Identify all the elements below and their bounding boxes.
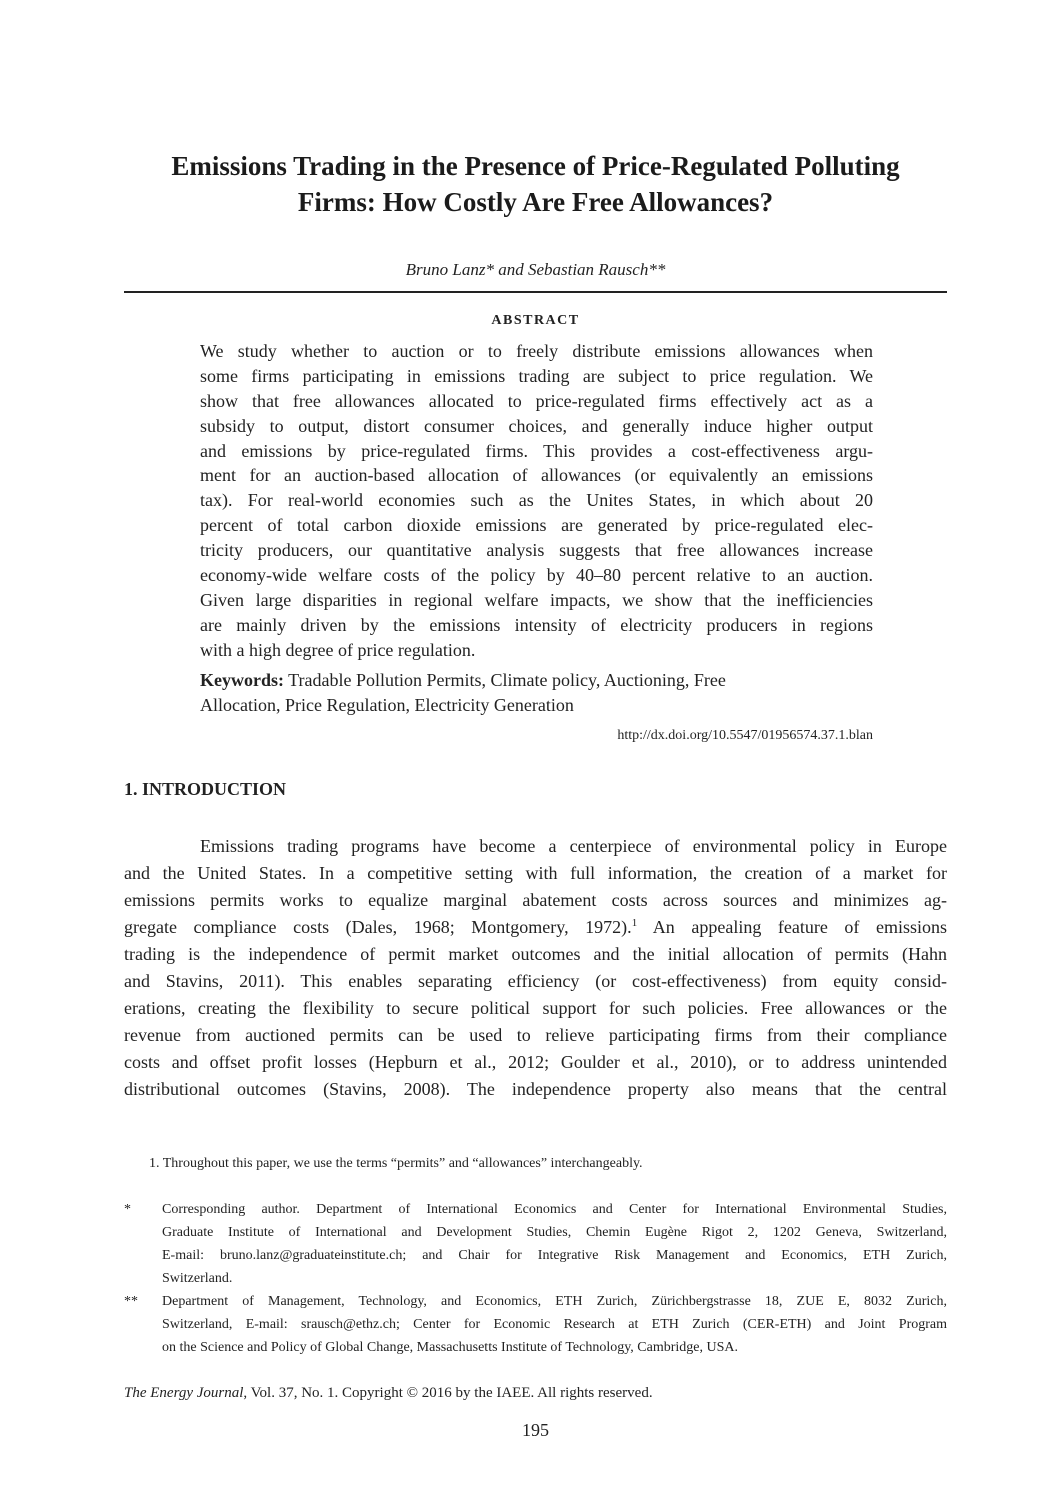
abstract-line: with a high degree of price regulation. — [200, 639, 476, 660]
body-line-tail: An appealing feature of emissions — [637, 917, 948, 937]
introduction-text — [124, 833, 947, 1103]
page-number: 195 — [522, 1420, 549, 1440]
affiliation-line: E-mail: bruno.lanz@graduateinstitute.ch; and Chair for Integrative Risk Management and Economics, ETH Zurich, — [162, 1248, 947, 1263]
abstract-text — [200, 339, 873, 663]
keywords-line — [200, 668, 873, 693]
abstract-line: percent of total carbon dioxide emissions are generated by price-regulated elec- — [200, 515, 873, 536]
body-line: and the United States. In a competitive setting with full information, the creation of a market for — [124, 863, 947, 883]
body-line: erations, creating the flexibility to secure political support for such policies. Free allowances or the — [124, 998, 947, 1018]
body-line: Emissions trading programs have become a centerpiece of environmental policy in Europe — [200, 836, 947, 856]
title-divider — [124, 291, 947, 293]
affiliation-line: Graduate Institute of International and Development Studies, Chemin Eugène Rigot 2, 1202 Geneva, Switzerland, — [162, 1225, 947, 1240]
abstract-line: are mainly driven by the emissions intensity of electricity producers in regions — [200, 614, 873, 635]
footnote-reference[interactable]: 1 — [631, 917, 638, 929]
keywords-line: Allocation, Price Regulation, Electricity Generation — [200, 694, 574, 715]
copyright-text: , Vol. 37, No. 1. Copyright © 2016 by the IAEE. All rights reserved. — [243, 1385, 653, 1401]
abstract-line: Given large disparities in regional welfare impacts, we show that the inefficiencies — [200, 589, 873, 610]
affiliation-text — [162, 1198, 947, 1290]
doi-link[interactable]: http://dx.doi.org/10.5547/01956574.37.1.blan — [617, 728, 873, 743]
affiliation-text — [162, 1290, 947, 1359]
abstract-line: and emissions by price-regulated firms. This provides a cost-effectiveness argu- — [200, 440, 873, 461]
abstract-line: tax). For real-world economies such as the Unites States, in which about 20 — [200, 490, 873, 511]
affiliation-marker: ** — [124, 1294, 138, 1309]
affiliation-line: on the Science and Policy of Global Change, Massachusetts Institute of Technology, Cambridge, USA. — [162, 1340, 739, 1355]
title-line: Firms: How Costly Are Free Allowances? — [297, 187, 774, 217]
section-heading: 1. INTRODUCTION — [124, 779, 287, 799]
affiliation-line: Switzerland, E-mail: srausch@ethz.ch; Center for Economic Research at ETH Zurich (CER-ETH) and Joint Program — [162, 1317, 947, 1332]
journal-name: The Energy Journal — [124, 1385, 244, 1401]
author-affiliation-2 — [124, 1290, 947, 1359]
keywords-text: Tradable Pollution Permits, Climate policy, Auctioning, Free — [284, 670, 726, 690]
body-line: and Stavins, 2011). This enables separating efficiency (or cost-effectiveness) from equity consid- — [124, 971, 947, 991]
body-line: distributional outcomes (Stavins, 2008). The independence property also means that the central — [124, 1079, 947, 1099]
abstract-line: We study whether to auction or to freely distribute emissions allowances when — [200, 341, 873, 361]
footnote-1: 1. Throughout this paper, we use the terms “permits” and “allowances” interchangeably. — [149, 1156, 643, 1171]
abstract-line: some firms participating in emissions trading are subject to price regulation. We — [200, 365, 873, 386]
body-line-with-footnote — [124, 914, 947, 941]
affiliation-line: Department of Management, Technology, and Economics, ETH Zurich, Zürichbergstrasse 18, ZUE E, 8032 Zurich, — [162, 1294, 947, 1309]
abstract-heading: ABSTRACT — [491, 313, 580, 328]
author-list: Bruno Lanz* and Sebastian Rausch** — [405, 260, 666, 279]
body-line: trading is the independence of permit market outcomes and the initial allocation of permits (Hahn — [124, 944, 947, 964]
body-line: costs and offset profit losses (Hepburn et al., 2012; Goulder et al., 2010), or to address unintended — [124, 1052, 947, 1072]
keywords — [200, 668, 873, 718]
body-line-head: gregate compliance costs (Dales, 1968; Montgomery, 1972). — [124, 917, 632, 937]
abstract-line: economy-wide welfare costs of the policy by 40–80 percent relative to an auction. — [200, 565, 873, 586]
affiliation-marker: * — [124, 1202, 131, 1217]
title-line: Emissions Trading in the Presence of Price-Regulated Polluting — [171, 151, 900, 181]
affiliation-line: Switzerland. — [162, 1271, 233, 1286]
abstract-line: ment for an auction-based allocation of allowances (or equivalently an emissions — [200, 465, 873, 486]
copyright-notice — [124, 1383, 653, 1403]
abstract-line: show that free allowances allocated to price-regulated firms effectively act as a — [200, 390, 873, 411]
keywords-label: Keywords: — [200, 670, 284, 690]
affiliation-line: Corresponding author. Department of International Economics and Center for International Environmental Studies, — [162, 1202, 947, 1217]
author-affiliation-1 — [124, 1198, 947, 1290]
paper-title — [100, 148, 971, 220]
abstract-line: tricity producers, our quantitative analysis suggests that free allowances increase — [200, 540, 873, 561]
body-line: revenue from auctioned permits can be used to relieve participating firms from their compliance — [124, 1025, 947, 1045]
abstract-line: subsidy to output, distort consumer choices, and generally induce higher output — [200, 415, 873, 436]
body-line: emissions permits works to equalize marginal abatement costs across sources and minimizes ag- — [124, 890, 947, 910]
